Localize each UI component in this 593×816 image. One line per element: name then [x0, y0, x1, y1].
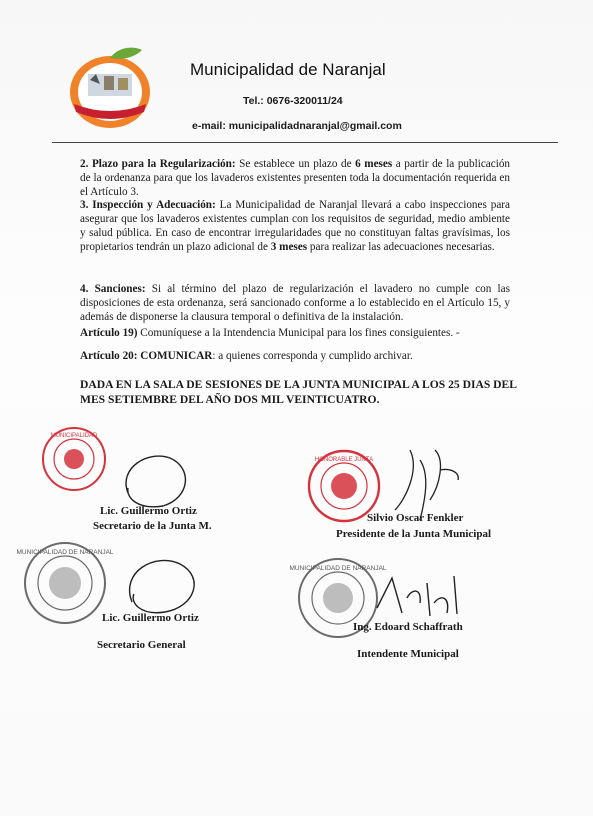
signature-role-1: Secretario de la Junta M.	[93, 520, 212, 532]
paragraph-lead: Artículo 20: COMUNICAR	[80, 350, 213, 362]
header-email: e-mail: municipalidadnaranjal@gmail.com	[192, 120, 402, 132]
signature-role-2: Presidente de la Junta Municipal	[336, 528, 492, 540]
svg-text:HONORABLE JUNTA: HONORABLE JUNTA	[314, 457, 374, 463]
signature-role-4: Intendente Municipal	[357, 648, 459, 660]
paragraph-lead: Artículo 19)	[80, 327, 138, 339]
paragraph-lead: 4. Sanciones:	[80, 283, 146, 295]
paragraph-sanciones: 4. Sanciones: Si al término del plazo de regularización el lavadero no cumple con las disposiciones de esta ordenanza, será sancionado conforme a lo establecido en el Artículo 15, y además de disponerse la clausura temporal o definitiva de la instalación.	[80, 283, 510, 323]
signature-scribble-4	[372, 568, 472, 624]
junta-secretaria-stamp	[40, 425, 108, 493]
signature-name-4: Ing. Edoard Schaffrath	[353, 621, 463, 633]
signature-role-3: Secretario General	[97, 639, 186, 651]
svg-text:MUNICIPALIDAD DE NARANJAL: MUNICIPALIDAD DE NARANJAL	[289, 565, 387, 572]
paragraph-inspeccion-adecuacion: 3. Inspección y Adecuación: La Municipalidad de Naranjal llevará a cabo inspecciones para asegurar que los lavaderos existentes cumplan con los requisitos de seguridad, medio ambiente y salud pública. En caso de encontrar irregularidades que no constituyan faltas gravísimas, los propietarios tendrán un plazo adicional de 3 meses para realizar las adecuaciones necesarias.	[80, 199, 510, 253]
paragraph-plazo-regularizacion: 2. Plazo para la Regularización: Se establece un plazo de 6 meses a partir de la publicación de la ordenanza para que los lavaderos existentes presenten toda la documentación requerida en el Artículo 3.	[80, 158, 511, 198]
svg-text:MUNICIPALIDAD: MUNICIPALIDAD	[50, 433, 98, 439]
header-title: Municipalidad de Naranjal	[190, 60, 386, 79]
paragraph-lead: 3. Inspección y Adecuación:	[80, 199, 216, 211]
svg-text:MUNICIPALIDAD DE NARANJAL: MUNICIPALIDAD DE NARANJAL	[16, 549, 114, 556]
closing-statement: DADA EN LA SALA DE SESIONES DE LA JUNTA MUNICIPAL A LOS 25 DIAS DEL MES SETIEMBRE DEL AÑO DOS MIL VEINTICUATRO.	[80, 378, 517, 406]
signature-name-1: Lic. Guillermo Ortiz	[100, 505, 197, 517]
paragraph-articulo-20: Artículo 20: COMUNICAR: a quienes corresponda y cumplido archivar.	[80, 350, 413, 362]
paragraph-lead: 2. Plazo para la Regularización:	[80, 158, 236, 170]
signature-name-2: Silvio Oscar Fenkler	[367, 512, 464, 524]
municipal-logo	[64, 40, 156, 132]
header-telephone: Tel.: 0676-320011/24	[243, 95, 343, 107]
paragraph-articulo-19: Artículo 19) Comuníquese a la Intendencia Municipal para los fines consiguientes. -	[80, 327, 460, 339]
header-divider	[52, 142, 558, 143]
signature-name-3: Lic. Guillermo Ortiz	[102, 612, 199, 624]
secretaria-general-stamp	[16, 540, 114, 626]
